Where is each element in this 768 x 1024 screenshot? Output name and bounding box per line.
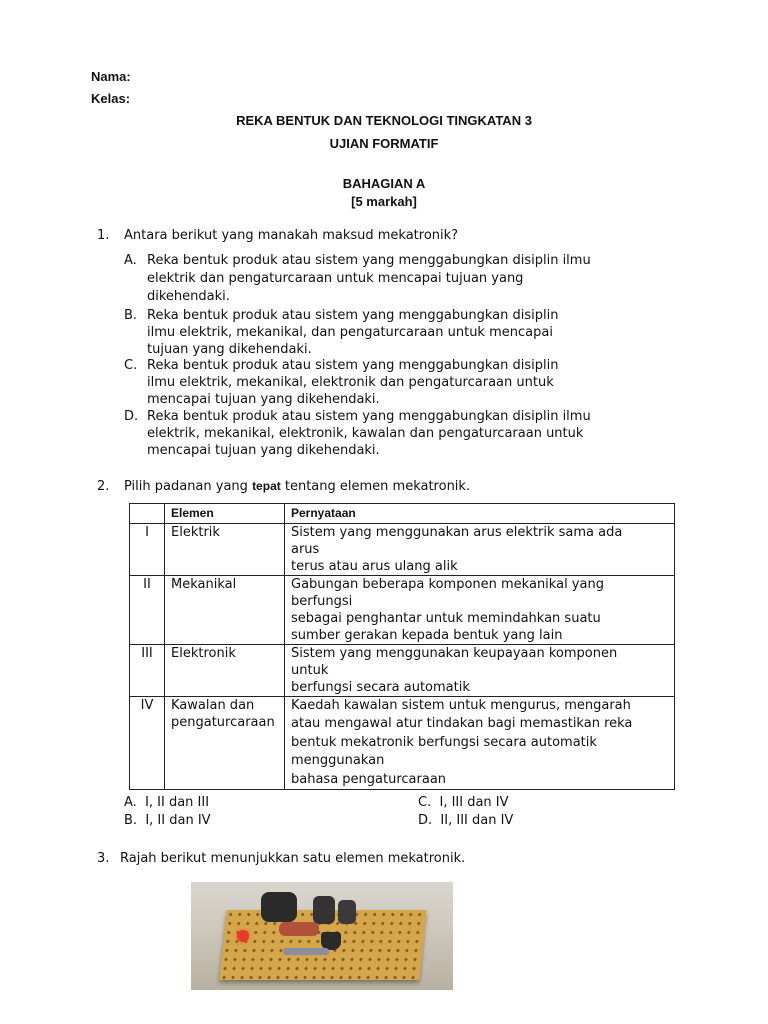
question-2-text-before: Pilih padanan yang (124, 479, 253, 494)
question-2-answer-c[interactable] (418, 795, 509, 810)
resistor-icon (283, 948, 329, 955)
row-pernyataan (285, 697, 675, 790)
circuit-board-photo-icon (191, 882, 453, 990)
row-number: II (130, 576, 165, 645)
page-subtitle: UJIAN FORMATIF (329, 136, 439, 151)
pernyataan-line: terus atau arus ulang alik (291, 559, 458, 574)
row-number: IV (130, 697, 165, 790)
elemen-text: pengaturcaraan (171, 715, 275, 730)
row-number: I (130, 524, 165, 576)
question-2-text-after: tentang elemen mekatronik. (280, 479, 471, 494)
pernyataan-line: atau mengawal atur tindakan bagi memastikan reka (291, 716, 633, 732)
option-text-line: ilmu elektrik, mekanikal, elektronik dan pengaturcaraan untuk (147, 375, 554, 390)
pernyataan-line: Sistem yang menggunakan keupayaan komponen (291, 646, 618, 661)
question-2-answer-a[interactable] (124, 795, 209, 810)
capacitor-icon (313, 896, 335, 924)
option-text-line: mencapai tujuan yang dikehendaki. (147, 443, 380, 458)
option-text-line: tujuan yang dikehendaki. (147, 342, 312, 357)
answer-text: I, III dan IV (439, 795, 509, 810)
question-3-text: Rajah berikut menunjukkan satu elemen mekatronik. (120, 851, 466, 866)
pernyataan-line: bentuk mekatronik berfungsi secara automatik (291, 734, 597, 750)
row-elemen (165, 524, 285, 576)
question-2-answer-d[interactable] (418, 813, 513, 828)
capacitor-icon (261, 892, 297, 922)
option-text-line: ilmu elektrik, mekanikal, dan pengaturcaraan untuk mencapai (147, 325, 553, 340)
question-2-text-bold: tepat (252, 479, 281, 493)
pernyataan-line: Kaedah kawalan sistem untuk mengurus, mengarah (291, 698, 631, 713)
option-letter: B. (124, 308, 138, 323)
table-row (130, 697, 675, 790)
pernyataan-line: berfungsi (291, 594, 353, 609)
option-letter: D. (124, 409, 139, 424)
row-number: III (130, 645, 165, 697)
option-letter: A. (124, 253, 137, 268)
question-3-number: 3. (97, 851, 110, 866)
option-text-line: Reka bentuk produk atau sistem yang menggabungkan disiplin ilmu (147, 409, 591, 424)
pernyataan-line: sumber gerakan kepada bentuk yang lain (291, 628, 563, 643)
elemen-text: Mekanikal (171, 577, 237, 592)
table-row (130, 524, 675, 576)
answer-letter: D. (418, 813, 433, 828)
nama-label: Nama: (91, 69, 131, 84)
answer-letter: A. (124, 795, 137, 810)
question-1-text: Antara berikut yang manakah maksud mekatronik? (124, 228, 459, 243)
page-title: REKA BENTUK DAN TEKNOLOGI TINGKATAN 3 (236, 113, 532, 128)
option-text-line: elektrik, mekanikal, elektronik, kawalan dan pengaturcaraan untuk (147, 426, 584, 441)
pernyataan-line: arus (291, 542, 320, 557)
option-text-line: Reka bentuk produk atau sistem yang menggabungkan disiplin ilmu (147, 253, 591, 268)
resistor-icon (279, 922, 319, 936)
option-letter: C. (124, 358, 138, 373)
capacitor-icon (338, 900, 356, 924)
elemen-text: Elektronik (171, 646, 236, 661)
option-text-line: elektrik dan pengaturcaraan untuk mencapai tujuan yang (147, 271, 524, 286)
answer-text: II, III dan IV (440, 813, 514, 828)
table-row (130, 645, 675, 697)
section-title: BAHAGIAN A (342, 176, 426, 191)
led-icon (237, 930, 249, 942)
pernyataan-line: berfungsi secara automatik (291, 680, 470, 695)
row-pernyataan (285, 524, 675, 576)
table-header-row (130, 504, 675, 524)
pernyataan-line: bahasa pengaturcaraan (291, 771, 447, 787)
answer-letter: C. (418, 795, 432, 810)
row-elemen (165, 645, 285, 697)
pernyataan-line: sebagai penghantar untuk memindahkan suatu (291, 611, 601, 626)
answer-letter: B. (124, 813, 138, 828)
row-pernyataan (285, 576, 675, 645)
question-1-number: 1. (97, 228, 110, 243)
elemen-table (129, 503, 675, 790)
table-row (130, 576, 675, 645)
option-text-line: Reka bentuk produk atau sistem yang menggabungkan disiplin (147, 358, 559, 373)
table-header-pernyataan: Pernyataan (285, 504, 675, 524)
answer-text: I, II dan IV (145, 813, 211, 828)
option-text-line: mencapai tujuan yang dikehendaki. (147, 392, 380, 407)
question-2-number: 2. (97, 479, 110, 494)
elemen-text: Kawalan dan (171, 698, 255, 713)
marks-label: [5 markah] (351, 194, 417, 209)
question-2-text (124, 478, 470, 495)
pernyataan-line: Sistem yang menggunakan arus elektrik sama ada (291, 525, 623, 540)
kelas-label: Kelas: (91, 91, 131, 106)
row-elemen (165, 576, 285, 645)
question-2-answer-b[interactable] (124, 813, 211, 828)
option-text-line: dikehendaki. (147, 289, 230, 304)
row-pernyataan (285, 645, 675, 697)
table-header-num (130, 504, 165, 524)
answer-text: I, II dan III (145, 795, 210, 810)
elemen-text: Elektrik (171, 525, 220, 540)
table-header-elemen: Elemen (165, 504, 285, 524)
pernyataan-line: menggunakan (291, 753, 385, 769)
pernyataan-line: untuk (291, 663, 329, 678)
pernyataan-line: Gabungan beberapa komponen mekanikal yang (291, 577, 604, 592)
row-elemen (165, 697, 285, 790)
option-text-line: Reka bentuk produk atau sistem yang menggabungkan disiplin (147, 308, 559, 323)
